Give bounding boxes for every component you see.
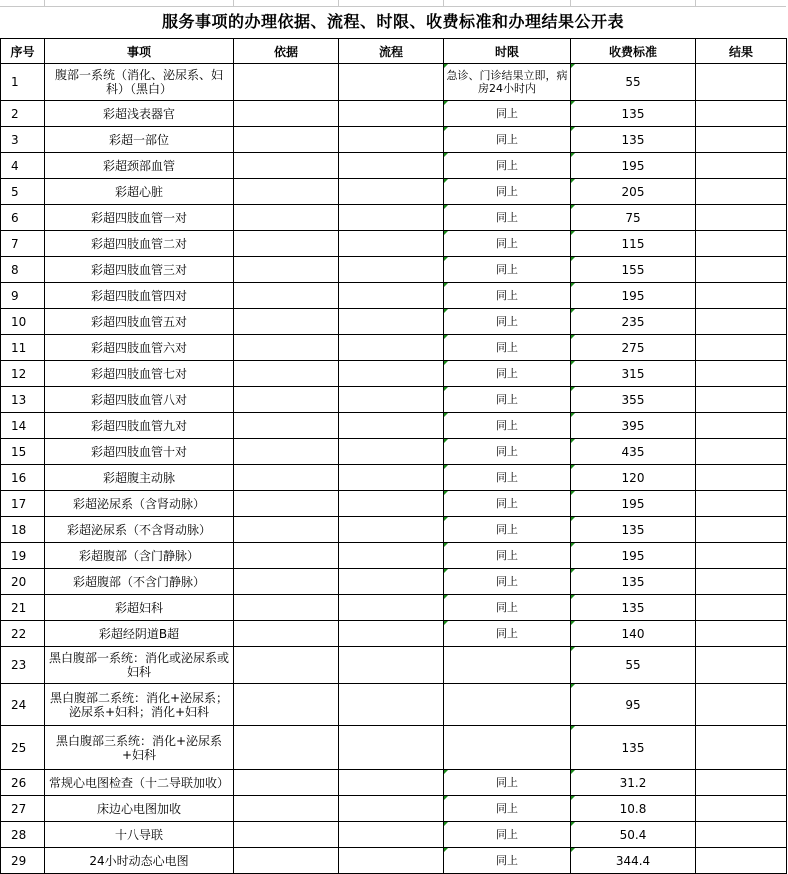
time-limit-cell[interactable]: 同上 xyxy=(444,413,571,439)
result-cell[interactable] xyxy=(696,595,787,621)
basis-cell[interactable] xyxy=(234,822,339,848)
time-limit-cell[interactable]: 同上 xyxy=(444,543,571,569)
item-cell[interactable]: 彩超经阴道B超 xyxy=(45,621,234,647)
fee-cell[interactable]: 115 xyxy=(571,231,696,257)
fee-cell[interactable]: 95 xyxy=(571,684,696,726)
header-basis[interactable]: 依据 xyxy=(234,39,339,64)
time-limit-cell[interactable]: 同上 xyxy=(444,361,571,387)
basis-cell[interactable] xyxy=(234,684,339,726)
result-cell[interactable] xyxy=(696,439,787,465)
time-limit-cell[interactable]: 同上 xyxy=(444,309,571,335)
fee-cell[interactable]: 155 xyxy=(571,257,696,283)
row-number-cell[interactable]: 26 xyxy=(1,770,45,796)
basis-cell[interactable] xyxy=(234,770,339,796)
fee-cell[interactable]: 135 xyxy=(571,101,696,127)
row-number-cell[interactable]: 10 xyxy=(1,309,45,335)
process-cell[interactable] xyxy=(339,387,444,413)
result-cell[interactable] xyxy=(696,770,787,796)
item-cell[interactable]: 常规心电图检查（十二导联加收） xyxy=(45,770,234,796)
table-row xyxy=(1,595,787,621)
table-row xyxy=(1,684,787,726)
time-limit-cell[interactable] xyxy=(444,684,571,726)
process-cell[interactable] xyxy=(339,517,444,543)
item-cell[interactable]: 黑白腹部三系统：消化+泌尿系+妇科 xyxy=(45,726,234,770)
fee-cell[interactable]: 315 xyxy=(571,361,696,387)
fee-cell[interactable]: 135 xyxy=(571,569,696,595)
row-number-cell[interactable]: 27 xyxy=(1,796,45,822)
result-cell[interactable] xyxy=(696,822,787,848)
result-cell[interactable] xyxy=(696,283,787,309)
time-limit-cell[interactable] xyxy=(444,647,571,684)
header-time-limit[interactable]: 时限 xyxy=(444,39,571,64)
fee-cell[interactable]: 31.2 xyxy=(571,770,696,796)
process-cell[interactable] xyxy=(339,822,444,848)
item-cell[interactable]: 彩超腹主动脉 xyxy=(45,465,234,491)
time-limit-cell[interactable]: 同上 xyxy=(444,770,571,796)
process-cell[interactable] xyxy=(339,491,444,517)
table-row xyxy=(1,127,787,153)
item-cell[interactable]: 彩超泌尿系（含肾动脉） xyxy=(45,491,234,517)
row-number-cell[interactable]: 15 xyxy=(1,439,45,465)
process-cell[interactable] xyxy=(339,101,444,127)
item-cell[interactable]: 彩超四肢血管三对 xyxy=(45,257,234,283)
result-cell[interactable] xyxy=(696,127,787,153)
process-cell[interactable] xyxy=(339,335,444,361)
table-row xyxy=(1,726,787,770)
process-cell[interactable] xyxy=(339,179,444,205)
process-cell[interactable] xyxy=(339,796,444,822)
basis-cell[interactable] xyxy=(234,726,339,770)
table-row xyxy=(1,796,787,822)
row-number-cell[interactable]: 8 xyxy=(1,257,45,283)
result-cell[interactable] xyxy=(696,335,787,361)
result-cell[interactable] xyxy=(696,153,787,179)
time-limit-cell[interactable]: 同上 xyxy=(444,569,571,595)
fee-cell[interactable]: 135 xyxy=(571,127,696,153)
basis-cell[interactable] xyxy=(234,335,339,361)
item-cell[interactable]: 彩超心脏 xyxy=(45,179,234,205)
item-cell[interactable]: 彩超妇科 xyxy=(45,595,234,621)
table-row xyxy=(1,647,787,684)
item-cell[interactable]: 彩超四肢血管六对 xyxy=(45,335,234,361)
result-cell[interactable] xyxy=(696,848,787,874)
result-cell[interactable] xyxy=(696,387,787,413)
item-cell[interactable]: 24小时动态心电图 xyxy=(45,848,234,874)
header-result[interactable]: 结果 xyxy=(696,39,787,64)
result-cell[interactable] xyxy=(696,101,787,127)
result-cell[interactable] xyxy=(696,413,787,439)
row-number-cell[interactable]: 21 xyxy=(1,595,45,621)
basis-cell[interactable] xyxy=(234,309,339,335)
process-cell[interactable] xyxy=(339,543,444,569)
fee-cell[interactable]: 395 xyxy=(571,413,696,439)
basis-cell[interactable] xyxy=(234,848,339,874)
fee-cell[interactable]: 10.8 xyxy=(571,796,696,822)
row-number-cell[interactable]: 7 xyxy=(1,231,45,257)
result-cell[interactable] xyxy=(696,517,787,543)
basis-cell[interactable] xyxy=(234,796,339,822)
fee-cell[interactable]: 235 xyxy=(571,309,696,335)
basis-cell[interactable] xyxy=(234,231,339,257)
row-number-cell[interactable]: 6 xyxy=(1,205,45,231)
fee-cell[interactable]: 55 xyxy=(571,64,696,101)
time-limit-cell[interactable]: 同上 xyxy=(444,439,571,465)
fee-cell[interactable]: 140 xyxy=(571,621,696,647)
result-cell[interactable] xyxy=(696,684,787,726)
result-cell[interactable] xyxy=(696,796,787,822)
result-cell[interactable] xyxy=(696,491,787,517)
basis-cell[interactable] xyxy=(234,647,339,684)
table-row xyxy=(1,153,787,179)
item-cell[interactable]: 彩超四肢血管五对 xyxy=(45,309,234,335)
time-limit-cell[interactable] xyxy=(444,726,571,770)
table-row xyxy=(1,465,787,491)
process-cell[interactable] xyxy=(339,595,444,621)
process-cell[interactable] xyxy=(339,439,444,465)
item-cell[interactable]: 彩超四肢血管七对 xyxy=(45,361,234,387)
process-cell[interactable] xyxy=(339,257,444,283)
row-number-cell[interactable]: 5 xyxy=(1,179,45,205)
row-number-cell[interactable]: 2 xyxy=(1,101,45,127)
fee-cell[interactable]: 135 xyxy=(571,595,696,621)
fee-cell[interactable]: 75 xyxy=(571,205,696,231)
row-number-cell[interactable]: 12 xyxy=(1,361,45,387)
fee-cell[interactable]: 120 xyxy=(571,465,696,491)
time-limit-cell[interactable]: 同上 xyxy=(444,621,571,647)
basis-cell[interactable] xyxy=(234,387,339,413)
basis-cell[interactable] xyxy=(234,465,339,491)
fee-cell[interactable]: 195 xyxy=(571,283,696,309)
result-cell[interactable] xyxy=(696,231,787,257)
item-cell[interactable]: 彩超四肢血管十对 xyxy=(45,439,234,465)
table-row xyxy=(1,64,787,101)
table-row xyxy=(1,205,787,231)
header-no[interactable]: 序号 xyxy=(1,39,45,64)
basis-cell[interactable] xyxy=(234,179,339,205)
fee-cell[interactable]: 355 xyxy=(571,387,696,413)
fee-cell[interactable]: 135 xyxy=(571,726,696,770)
basis-cell[interactable] xyxy=(234,101,339,127)
fee-cell[interactable]: 205 xyxy=(571,179,696,205)
table-row xyxy=(1,101,787,127)
time-limit-cell[interactable]: 急诊、门诊结果立即，病房24小时内 xyxy=(444,64,571,101)
result-cell[interactable] xyxy=(696,621,787,647)
time-limit-cell[interactable]: 同上 xyxy=(444,127,571,153)
time-limit-cell[interactable]: 同上 xyxy=(444,283,571,309)
item-cell[interactable]: 床边心电图加收 xyxy=(45,796,234,822)
fee-cell[interactable]: 195 xyxy=(571,153,696,179)
process-cell[interactable] xyxy=(339,283,444,309)
time-limit-cell[interactable]: 同上 xyxy=(444,848,571,874)
table-row xyxy=(1,179,787,205)
result-cell[interactable] xyxy=(696,726,787,770)
table-row xyxy=(1,491,787,517)
basis-cell[interactable] xyxy=(234,595,339,621)
result-cell[interactable] xyxy=(696,543,787,569)
row-number-cell[interactable]: 11 xyxy=(1,335,45,361)
result-cell[interactable] xyxy=(696,309,787,335)
process-cell[interactable] xyxy=(339,647,444,684)
service-table xyxy=(0,38,787,874)
basis-cell[interactable] xyxy=(234,153,339,179)
table-title: 服务事项的办理依据、流程、时限、收费标准和办理结果公开表 xyxy=(161,12,624,31)
basis-cell[interactable] xyxy=(234,257,339,283)
table-row xyxy=(1,569,787,595)
row-number-cell[interactable]: 22 xyxy=(1,621,45,647)
item-cell[interactable]: 十八导联 xyxy=(45,822,234,848)
fee-cell[interactable]: 55 xyxy=(571,647,696,684)
table-row xyxy=(1,361,787,387)
time-limit-cell[interactable]: 同上 xyxy=(444,796,571,822)
process-cell[interactable] xyxy=(339,465,444,491)
item-cell[interactable]: 彩超一部位 xyxy=(45,127,234,153)
basis-cell[interactable] xyxy=(234,517,339,543)
item-cell[interactable]: 彩超泌尿系（不含肾动脉） xyxy=(45,517,234,543)
fee-cell[interactable]: 135 xyxy=(571,517,696,543)
header-process[interactable]: 流程 xyxy=(339,39,444,64)
row-number-cell[interactable]: 14 xyxy=(1,413,45,439)
row-number-cell[interactable]: 13 xyxy=(1,387,45,413)
table-row xyxy=(1,257,787,283)
row-number-cell[interactable]: 9 xyxy=(1,283,45,309)
row-number-cell[interactable]: 18 xyxy=(1,517,45,543)
row-number-cell[interactable]: 17 xyxy=(1,491,45,517)
fee-cell[interactable]: 435 xyxy=(571,439,696,465)
header-fee[interactable]: 收费标准 xyxy=(571,39,696,64)
process-cell[interactable] xyxy=(339,413,444,439)
process-cell[interactable] xyxy=(339,153,444,179)
table-row xyxy=(1,770,787,796)
table-row xyxy=(1,309,787,335)
time-limit-cell[interactable]: 同上 xyxy=(444,335,571,361)
row-number-cell[interactable]: 19 xyxy=(1,543,45,569)
process-cell[interactable] xyxy=(339,361,444,387)
basis-cell[interactable] xyxy=(234,64,339,101)
process-cell[interactable] xyxy=(339,64,444,101)
process-cell[interactable] xyxy=(339,205,444,231)
time-limit-cell[interactable]: 同上 xyxy=(444,595,571,621)
item-cell[interactable]: 彩超腹部（不含门静脉） xyxy=(45,569,234,595)
row-number-cell[interactable]: 28 xyxy=(1,822,45,848)
item-cell[interactable]: 彩超腹部（含门静脉） xyxy=(45,543,234,569)
fee-cell[interactable]: 195 xyxy=(571,543,696,569)
item-cell[interactable]: 彩超颈部血管 xyxy=(45,153,234,179)
time-limit-cell[interactable]: 同上 xyxy=(444,231,571,257)
time-limit-cell[interactable]: 同上 xyxy=(444,491,571,517)
table-row xyxy=(1,231,787,257)
table-row xyxy=(1,822,787,848)
item-cell[interactable]: 彩超浅表器官 xyxy=(45,101,234,127)
table-row xyxy=(1,413,787,439)
time-limit-cell[interactable]: 同上 xyxy=(444,517,571,543)
table-row xyxy=(1,283,787,309)
table-row xyxy=(1,621,787,647)
result-cell[interactable] xyxy=(696,64,787,101)
row-number-cell[interactable]: 1 xyxy=(1,64,45,101)
row-number-cell[interactable]: 4 xyxy=(1,153,45,179)
basis-cell[interactable] xyxy=(234,543,339,569)
process-cell[interactable] xyxy=(339,231,444,257)
item-cell[interactable]: 黑白腹部二系统：消化+泌尿系；泌尿系+妇科；消化+妇科 xyxy=(45,684,234,726)
result-cell[interactable] xyxy=(696,205,787,231)
item-cell[interactable]: 腹部一系统（消化、泌尿系、妇科）（黑白） xyxy=(45,64,234,101)
time-limit-cell[interactable]: 同上 xyxy=(444,387,571,413)
row-number-cell[interactable]: 24 xyxy=(1,684,45,726)
table-row xyxy=(1,543,787,569)
table-row xyxy=(1,848,787,874)
result-cell[interactable] xyxy=(696,569,787,595)
table-row xyxy=(1,335,787,361)
process-cell[interactable] xyxy=(339,621,444,647)
row-number-cell[interactable]: 29 xyxy=(1,848,45,874)
item-cell[interactable]: 彩超四肢血管二对 xyxy=(45,231,234,257)
row-number-cell[interactable]: 20 xyxy=(1,569,45,595)
header-item[interactable]: 事项 xyxy=(45,39,234,64)
process-cell[interactable] xyxy=(339,127,444,153)
item-cell[interactable]: 彩超四肢血管八对 xyxy=(45,387,234,413)
basis-cell[interactable] xyxy=(234,361,339,387)
process-cell[interactable] xyxy=(339,569,444,595)
table-row xyxy=(1,439,787,465)
table-body xyxy=(1,64,787,874)
fee-cell[interactable]: 195 xyxy=(571,491,696,517)
time-limit-cell[interactable]: 同上 xyxy=(444,179,571,205)
time-limit-cell[interactable]: 同上 xyxy=(444,822,571,848)
basis-cell[interactable] xyxy=(234,569,339,595)
header-row xyxy=(1,39,787,64)
basis-cell[interactable] xyxy=(234,127,339,153)
result-cell[interactable] xyxy=(696,179,787,205)
basis-cell[interactable] xyxy=(234,205,339,231)
item-cell[interactable]: 彩超四肢血管一对 xyxy=(45,205,234,231)
time-limit-cell[interactable]: 同上 xyxy=(444,101,571,127)
time-limit-cell[interactable]: 同上 xyxy=(444,465,571,491)
result-cell[interactable] xyxy=(696,361,787,387)
row-number-cell[interactable]: 23 xyxy=(1,647,45,684)
time-limit-cell[interactable]: 同上 xyxy=(444,205,571,231)
result-cell[interactable] xyxy=(696,465,787,491)
item-cell[interactable]: 彩超四肢血管四对 xyxy=(45,283,234,309)
table-row xyxy=(1,517,787,543)
basis-cell[interactable] xyxy=(234,621,339,647)
item-cell[interactable]: 黑白腹部一系统：消化或泌尿系或妇科 xyxy=(45,647,234,684)
time-limit-cell[interactable]: 同上 xyxy=(444,153,571,179)
fee-cell[interactable]: 50.4 xyxy=(571,822,696,848)
process-cell[interactable] xyxy=(339,309,444,335)
basis-cell[interactable] xyxy=(234,413,339,439)
basis-cell[interactable] xyxy=(234,283,339,309)
row-number-cell[interactable]: 16 xyxy=(1,465,45,491)
partial-top-row xyxy=(0,0,786,7)
table-row xyxy=(1,387,787,413)
fee-cell[interactable]: 275 xyxy=(571,335,696,361)
process-cell[interactable] xyxy=(339,684,444,726)
process-cell[interactable] xyxy=(339,726,444,770)
fee-cell[interactable]: 344.4 xyxy=(571,848,696,874)
result-cell[interactable] xyxy=(696,257,787,283)
item-cell[interactable]: 彩超四肢血管九对 xyxy=(45,413,234,439)
process-cell[interactable] xyxy=(339,848,444,874)
basis-cell[interactable] xyxy=(234,491,339,517)
row-number-cell[interactable]: 3 xyxy=(1,127,45,153)
row-number-cell[interactable]: 25 xyxy=(1,726,45,770)
time-limit-cell[interactable]: 同上 xyxy=(444,257,571,283)
result-cell[interactable] xyxy=(696,647,787,684)
basis-cell[interactable] xyxy=(234,439,339,465)
process-cell[interactable] xyxy=(339,770,444,796)
